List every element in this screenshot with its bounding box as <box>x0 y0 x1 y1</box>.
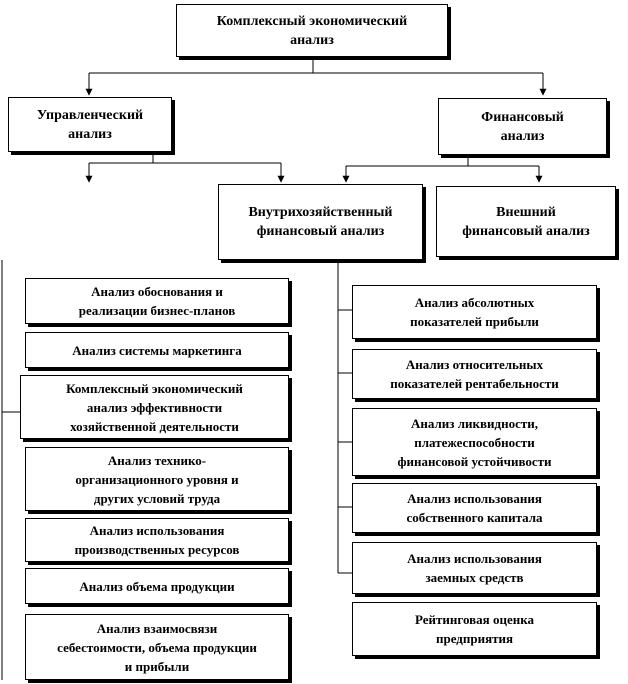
right-item-borrowed-funds: Анализ использования заемных средств <box>352 542 597 594</box>
left-item-cost-volume-profit: Анализ взаимосвязи себестоимости, объема продукции и прибыли <box>25 614 289 680</box>
right-item-profitability: Анализ относительных показателей рентабельности <box>352 349 597 399</box>
left-item-efficiency: Комплексный экономический анализ эффективности хозяйственной деятельности <box>20 375 289 439</box>
right-item-liquidity: Анализ ликвидности, платежеспособности финансовой устойчивости <box>352 408 597 476</box>
right-item-rating: Рейтинговая оценка предприятия <box>352 602 597 656</box>
external-financial-analysis-box: Внешний финансовый анализ <box>436 186 616 257</box>
left-item-business-plans: Анализ обоснования и реализации бизнес-планов <box>25 278 289 324</box>
left-item-production-volume: Анализ объема продукции <box>25 568 289 604</box>
left-item-marketing: Анализ системы маркетинга <box>25 332 289 368</box>
right-item-own-capital: Анализ использования собственного капитала <box>352 483 597 533</box>
root-box: Комплексный экономический анализ <box>176 4 448 57</box>
right-item-absolute-profit: Анализ абсолютных показателей прибыли <box>352 285 597 339</box>
left-item-production-resources: Анализ использования производственных ресурсов <box>25 518 289 562</box>
management-analysis-box: Управленческий анализ <box>8 97 172 152</box>
left-item-labor-conditions: Анализ технико- организационного уровня и других условий труда <box>25 447 289 511</box>
financial-analysis-box: Финансовый анализ <box>438 98 607 155</box>
internal-financial-analysis-box: Внутрихозяйственный финансовый анализ <box>218 184 423 260</box>
